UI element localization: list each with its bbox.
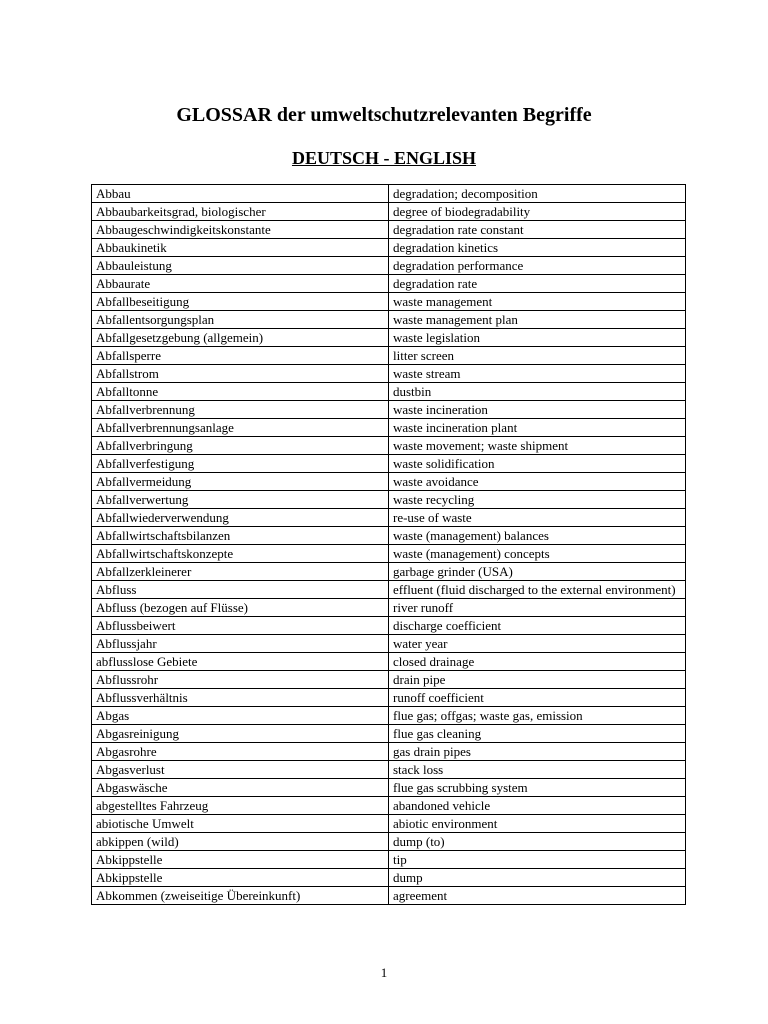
german-term: Abfallverwertung [92, 491, 389, 509]
english-term: waste stream [389, 365, 686, 383]
german-term: Abflussjahr [92, 635, 389, 653]
table-row [92, 833, 686, 851]
table-row [92, 491, 686, 509]
english-term: abandoned vehicle [389, 797, 686, 815]
german-term: Abfallwiederverwendung [92, 509, 389, 527]
table-row [92, 617, 686, 635]
english-term: stack loss [389, 761, 686, 779]
english-term: gas drain pipes [389, 743, 686, 761]
english-term: waste avoidance [389, 473, 686, 491]
german-term: Abfallentsorgungsplan [92, 311, 389, 329]
table-row [92, 599, 686, 617]
table-row [92, 869, 686, 887]
table-row [92, 437, 686, 455]
english-term: degradation kinetics [389, 239, 686, 257]
table-row [92, 203, 686, 221]
german-term: Abflussrohr [92, 671, 389, 689]
german-term: Abfallzerkleinerer [92, 563, 389, 581]
german-term: Abflussverhältnis [92, 689, 389, 707]
german-term: Abkippstelle [92, 851, 389, 869]
german-term: Abfallvermeidung [92, 473, 389, 491]
german-term: abflusslose Gebiete [92, 653, 389, 671]
german-term: Abbau [92, 185, 389, 203]
english-term: re-use of waste [389, 509, 686, 527]
table-row [92, 509, 686, 527]
german-term: Abbaugeschwindigkeitskonstante [92, 221, 389, 239]
table-row [92, 239, 686, 257]
english-term: waste (management) concepts [389, 545, 686, 563]
german-term: Abfluss [92, 581, 389, 599]
german-term: Abfallstrom [92, 365, 389, 383]
german-term: Abbaubarkeitsgrad, biologischer [92, 203, 389, 221]
glossary-table [91, 184, 686, 905]
table-row [92, 563, 686, 581]
german-term: Abfallwirtschaftsbilanzen [92, 527, 389, 545]
german-term: Abfallwirtschaftskonzepte [92, 545, 389, 563]
english-term: degradation rate constant [389, 221, 686, 239]
table-row [92, 329, 686, 347]
english-term: degradation; decomposition [389, 185, 686, 203]
german-term: Abkippstelle [92, 869, 389, 887]
table-row [92, 761, 686, 779]
table-row [92, 815, 686, 833]
english-term: discharge coefficient [389, 617, 686, 635]
english-term: waste management [389, 293, 686, 311]
table-row [92, 365, 686, 383]
table-row [92, 293, 686, 311]
english-term: waste legislation [389, 329, 686, 347]
english-term: waste management plan [389, 311, 686, 329]
german-term: Abfallverbringung [92, 437, 389, 455]
table-row [92, 383, 686, 401]
table-row [92, 581, 686, 599]
german-term: Abfluss (bezogen auf Flüsse) [92, 599, 389, 617]
english-term: runoff coefficient [389, 689, 686, 707]
english-term: agreement [389, 887, 686, 905]
english-term: degradation rate [389, 275, 686, 293]
table-row [92, 257, 686, 275]
table-row [92, 419, 686, 437]
english-term: waste recycling [389, 491, 686, 509]
table-row [92, 743, 686, 761]
table-row [92, 797, 686, 815]
german-term: abkippen (wild) [92, 833, 389, 851]
glossary-body [92, 185, 686, 905]
table-row [92, 653, 686, 671]
table-row [92, 779, 686, 797]
english-term: litter screen [389, 347, 686, 365]
table-row [92, 275, 686, 293]
german-term: Abbaukinetik [92, 239, 389, 257]
english-term: closed drainage [389, 653, 686, 671]
english-term: river runoff [389, 599, 686, 617]
table-row [92, 473, 686, 491]
table-row [92, 401, 686, 419]
table-row [92, 635, 686, 653]
table-row [92, 455, 686, 473]
german-term: Abgasverlust [92, 761, 389, 779]
document-subtitle: DEUTSCH - ENGLISH [291, 148, 477, 168]
german-term: Abfallverbrennung [92, 401, 389, 419]
german-term: Abfalltonne [92, 383, 389, 401]
table-row [92, 221, 686, 239]
german-term: Abgaswäsche [92, 779, 389, 797]
english-term: degradation performance [389, 257, 686, 275]
german-term: Abfallbeseitigung [92, 293, 389, 311]
english-term: waste incineration [389, 401, 686, 419]
table-row [92, 851, 686, 869]
english-term: dump (to) [389, 833, 686, 851]
german-term: Abfallgesetzgebung (allgemein) [92, 329, 389, 347]
german-term: Abgasrohre [92, 743, 389, 761]
table-row [92, 725, 686, 743]
english-term: waste movement; waste shipment [389, 437, 686, 455]
english-term: garbage grinder (USA) [389, 563, 686, 581]
german-term: Abkommen (zweiseitige Übereinkunft) [92, 887, 389, 905]
german-term: Abflussbeiwert [92, 617, 389, 635]
german-term: Abgasreinigung [92, 725, 389, 743]
table-row [92, 527, 686, 545]
english-term: flue gas; offgas; waste gas, emission [389, 707, 686, 725]
english-term: drain pipe [389, 671, 686, 689]
english-term: abiotic environment [389, 815, 686, 833]
page-number: 1 [380, 965, 388, 980]
english-term: dustbin [389, 383, 686, 401]
german-term: Abgas [92, 707, 389, 725]
table-row [92, 311, 686, 329]
table-row [92, 707, 686, 725]
german-term: Abbaurate [92, 275, 389, 293]
german-term: Abfallverfestigung [92, 455, 389, 473]
english-term: water year [389, 635, 686, 653]
table-row [92, 347, 686, 365]
english-term: waste (management) balances [389, 527, 686, 545]
german-term: abgestelltes Fahrzeug [92, 797, 389, 815]
table-row [92, 545, 686, 563]
english-term: waste solidification [389, 455, 686, 473]
table-row [92, 671, 686, 689]
document-title: GLOSSAR der umweltschutzrelevanten Begriffe [176, 104, 592, 126]
english-term: flue gas cleaning [389, 725, 686, 743]
english-term: dump [389, 869, 686, 887]
table-row [92, 887, 686, 905]
german-term: abiotische Umwelt [92, 815, 389, 833]
english-term: degree of biodegradability [389, 203, 686, 221]
english-term: effluent (fluid discharged to the external environment) [389, 581, 686, 599]
table-row [92, 185, 686, 203]
english-term: flue gas scrubbing system [389, 779, 686, 797]
english-term: waste incineration plant [389, 419, 686, 437]
german-term: Abfallsperre [92, 347, 389, 365]
table-row [92, 689, 686, 707]
document-subtitle-wrapper [0, 147, 768, 169]
german-term: Abfallverbrennungsanlage [92, 419, 389, 437]
english-term: tip [389, 851, 686, 869]
german-term: Abbauleistung [92, 257, 389, 275]
